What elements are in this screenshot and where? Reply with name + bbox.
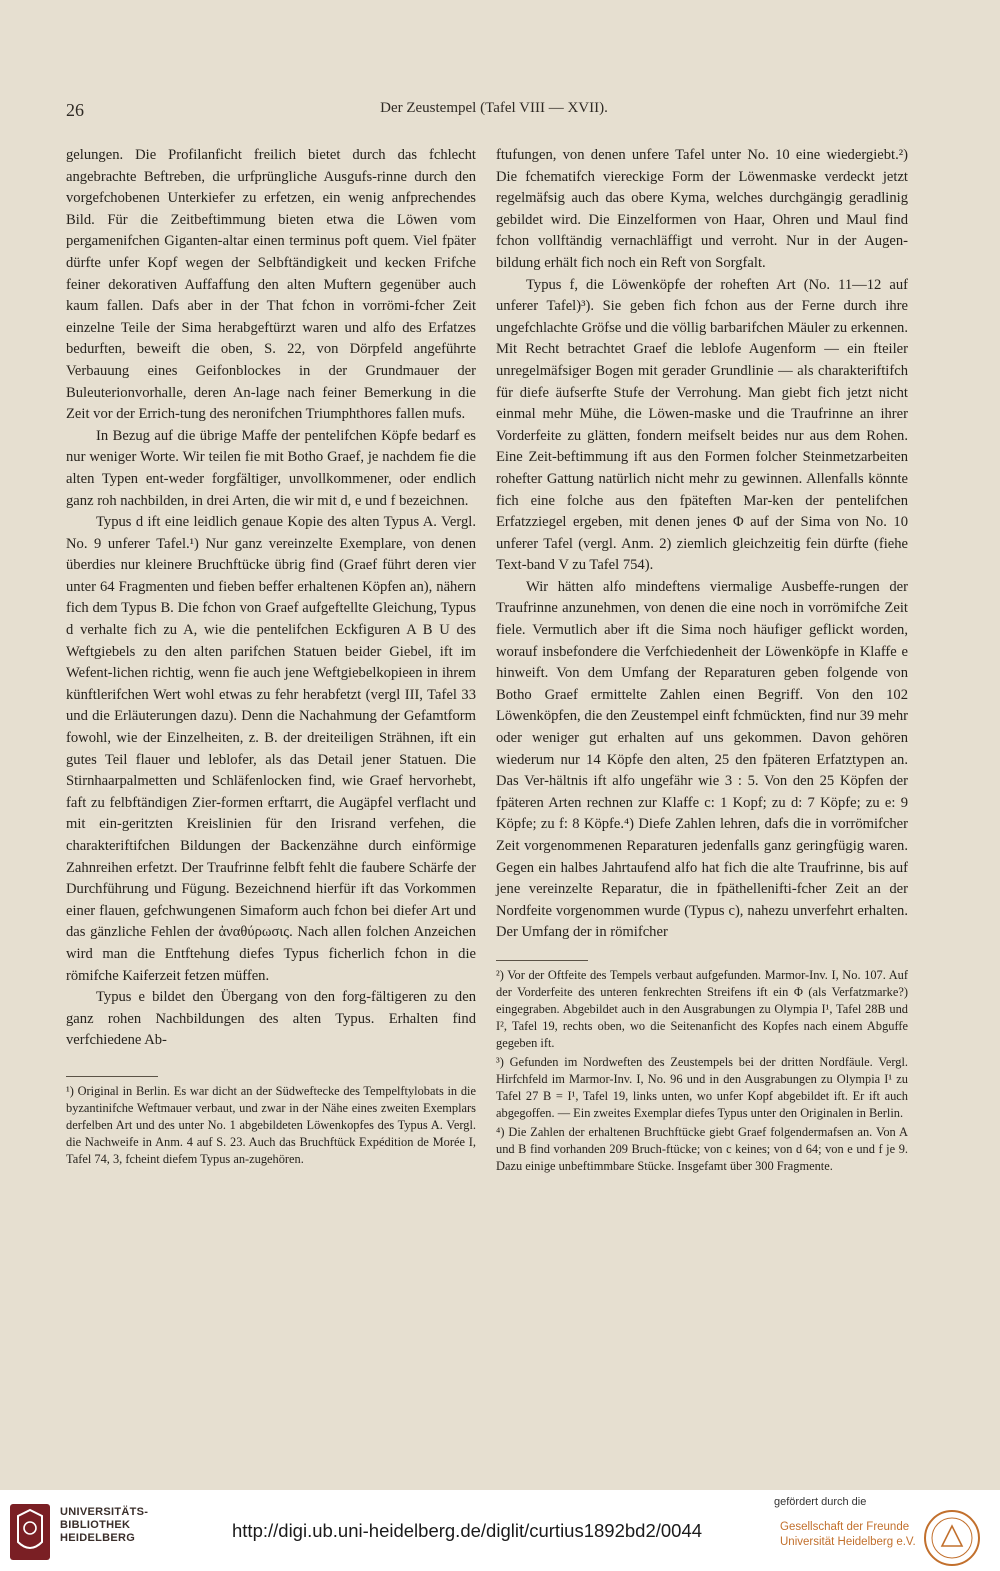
sponsor-name-line: Universität Heidelberg e.V. <box>780 1536 916 1548</box>
running-head: Der Zeustempel (Tafel VIII — XVII). <box>380 100 608 116</box>
paragraph: Typus f, die Löwenköpfe der roheften Art (No. 11—12 auf unferer Tafel)³). Sie geben fich fchon aus der Ferne durch ihre ungefchlachte Gröfse und die völlig barbarifchen Mäuler zu erkennen. Mit Recht betrachtet Graef die leblofe Augenform — ein fteiler unregelmäfsiger Bogen mit gerader Grundlinie — als charakteriftifch für diefe äufserfte Stufe der Verrohung. Man giebt fich jetzt nicht einmal mehr Mühe, die Löwen-maske und die Traufrinne an ihrer Vorderfeite zu glätten, fondern meifselt beides nur aus dem Rohen. Eine Zeit-beftimmung ift aus den Formen folcher Steinmetzarbeiten rohefter Gattung natürlich nicht mehr zu gewinnen. Allenfalls könnte fich eine folche aus den fpäteften Mar-ken der pentelifchen Erfatzziegel ergeben, mit denen jenes Φ auf der Sima von No. 10 unferer Tafel (vergl. Anm. 2) ziemlich gleichzeitig fein dürfte (fiehe Text-band V zu Tafel 754). <box>496 276 908 574</box>
digitization-footer <box>0 1490 1000 1571</box>
footnote-divider <box>66 1076 158 1077</box>
permalink-url[interactable]: http://digi.ub.uni-heidelberg.de/diglit/curtius1892bd2/0044 <box>232 1520 703 1541</box>
sponsor-caption: gefördert durch die <box>774 1496 867 1508</box>
paragraph: Typus d ift eine leidlich genaue Kopie des alten Typus A. Vergl. No. 9 unferer Tafel.¹) Nur ganz vereinzelte Exemplare, von denen überdies nur kleinere Bruchftücke übrig find (Graef führt deren vier unter 64 Fragmenten und fieben beffer erhaltenen Köpfen an), nähern fich dem Typus B. Die fchon von Graef aufgeftellte Gleichung, Typus d verhalte fich zu A, wie die pentelifchen Eckfiguren A B U des Weftgiebels zu den alten parifchen Statuen beider Giebel, ift im Wefent-lichen richtig, wenn fie auch jene Weftgiebelkopieen in ihrem künftlerifchen Wert wohl etwas zu fehr herabfetzt (vergl III, Tafel 33 und die Erläuterungen dazu). Denn die Nachahmung der Gefamtform fowohl, wie der Einzelheiten, z. B. der dreiteiligen Strähnen, ift ein gutes Teil flauer und leblofer, als das Detail jener Statuen. Die Stirnhaarpalmetten und Schläfenlocken find, wie Graef hervorhebt, faft zu felbftändigen Zier-formen erftarrt, die Augäpfel verflacht und mit ein-geritzten Kreislinien für den Irisrand verfehen, die charakteriftifchen Bildungen der Backenzähne durch einförmige Zahnreihen erfetzt. Der Traufrinne felbft fehlt die faubere Schärfe der Durchführung und Fügung. Bezeichnend hierfür ift das Vorkommen einer flauen, gefchwungenen Simaform auch fchon bei diefer Art und das gänzliche Fehlen der ἀναθύρωσις. Nach allen folchen Anzeichen wird man die Entftehung diefes Typus ficherlich fchon in die römifche Kaiferzeit fetzen müffen. <box>66 514 476 984</box>
page-number: 26 <box>66 100 84 120</box>
paragraph: In Bezug auf die übrige Maffe der pentelifchen Köpfe bedarf es nur weniger Worte. Wir teilen fie mit Botho Graef, je nachdem fie die alten Typen ent-weder forgfältiger, unvollkommener, oder endlich ganz roh nachbilden, in drei Arten, die wir mit d, e und f bezeichnen. <box>66 427 476 509</box>
library-name-line: HEIDELBERG <box>60 1532 136 1544</box>
paragraph: gelungen. Die Profilanficht freilich bietet durch das fchlecht angebrachte Beftreben, die urfprüngliche Ausgufs-rinne durch den vorgefchobenen Unterkiefer zu erfetzen, ein wenig anfprechendes Bild. Für die Zeitbeftimmung bieten etwa die Löwen vom pergamenifchen Giganten-altar einen terminus poft quem. Viel fpäter dürfte unfer Kopf wegen der Selbftändigkeit und kecken Frifche feiner dekorativen Auffaffung den alten Muftern gegenüber auch kaum fallen. Dafs aber in der That fchon in vorrömi-fcher Zeit einzelne Teile der Sima herabgeftürzt waren und alfo des Erfatzes bedurften, beweift die oben, S. 22, von Dörpfeld angeführte Verbauung eines Geifonblockes in der Grundmauer der Buleuterionvorhalle, deren An-lage nach feiner Bemerkung in die Zeit vor der Errich-tung des neronifchen Triumphthores fallen mufs. <box>66 147 476 423</box>
footnote: ¹) Original in Berlin. Es war dicht an der Südweftecke des Tempelftylobats in die byzantinifche Weftmauer verbaut, und zwar in der Nähe eines zweiten Exemplars derfelben Art und des unter No. 1 abgebildeten Löwenkopfes des Typus A. Vergl. die Nachweife in Anm. 4 auf S. 23. Auch das Bruchftück Expédition de Morée I, Tafel 74, 3, fcheint diefem Typus an-zugehören. <box>66 1083 476 1166</box>
footnote-divider <box>496 960 588 961</box>
page-header <box>66 100 922 124</box>
library-name-line: BIBLIOTHEK <box>60 1519 131 1531</box>
footnote: ³) Gefunden im Nordweften des Zeustempels bei der dritten Nordfäule. Vergl. Hirfchfeld im Marmor-Inv. I, No. 96 und in den Ausgrabungen zu Olympia I¹ zu Tafel 27 B = I¹, Tafel 19, links unten, wo unfer Kopf abgebildet ift. Er ift auch abgegoffen. — Ein zweites Exemplar diefes Typus unter den Originalen in Berlin. <box>496 1054 908 1120</box>
sponsor-name-line: Gesellschaft der Freunde <box>780 1521 910 1533</box>
paragraph: Wir hätten alfo mindeftens viermalige Ausbeffe-rungen der Traufrinne anzunehmen, von denen die eine noch in vorrömifche Zeit fiele. Vermutlich aber ift die Sima noch häufiger geflickt worden, worauf insbefondere die Verfchiedenheit der Löwenköpfe in Klaffe e hinweift. Von dem Umfang der Reparaturen geben folgende von Botho Graef ermittelte Zahlen einen Begriff. Von den 102 Löwenköpfen, die den Zeustempel einft fchmückten, find nur 39 mehr oder weniger gut erhalten auf uns gekommen. Davon gehören wiederum nur 14 Köpfe den alten, 25 den fpäteren Erfatztypen an. Das Ver-hältnis ift alfo ungefähr wie 3 : 5. Von den 25 Köpfen der fpäteren Arten rechnen zur Klaffe c: 1 Kopf; zu d: 7 Köpfe; zu e: 9 Köpfe; zu f: 8 Köpfe.⁴) Diefe Zahlen lehren, dafs die in vorrömifcher Zeit vorgenommenen Reparaturen jedenfalls ganz geringfügig waren. Gegen ein halbes Jahrtaufend alfo hat fich die alte Traufrinne, bis auf jene vereinzelte Reparatur, die in fpäthellenifti-fcher Zeit an der Nordfeite vorgenommen wurde (Typus c), nahezu unverfehrt erhalten. Der Umfang der in römifcher <box>496 578 908 941</box>
sponsor-name <box>780 1520 916 1550</box>
footnote: ⁴) Die Zahlen der erhaltenen Bruchftücke giebt Graef folgendermafsen an. Von A und B find vorhanden 209 Bruch-ftücke; von c keines; von d 64; von e und f je 9. Dazu einige unbeftimmbare Stücke. Insgefamt über 300 Fragmente. <box>496 1124 908 1173</box>
right-column <box>496 145 908 1175</box>
society-seal-icon <box>922 1508 982 1568</box>
paragraph: Typus e bildet den Übergang von den forg-fältigeren zu den ganz rohen Nachbildungen des alten Typus. Erhalten find verfchiedene Ab- <box>66 989 476 1049</box>
left-column <box>66 145 476 1168</box>
university-library-logo-icon <box>8 1502 52 1562</box>
footnote: ²) Vor der Oftfeite des Tempels verbaut aufgefunden. Marmor-Inv. I, No. 107. Auf der Vorderfeite des unteren fenkrechten Streifens ift ein Φ (als Verfatzmarke?) eingegraben. Abgebildet auch in den Ausgrabungen zu Olympia I¹, Tafel 28B und I², Tafel 19, rechts oben, wo die Seitenanficht des Kopfes nach einem Abguffe gegeben ift. <box>496 967 908 1050</box>
library-name <box>60 1506 148 1545</box>
library-name-line: UNIVERSITÄTS- <box>60 1506 149 1518</box>
paragraph: ftufungen, von denen unfere Tafel unter No. 10 eine wiedergiebt.²) Die fchematifch viereckige Form der Löwenmaske verdeckt jetzt regelmäfsig auch das obere Kyma, welches durchgängig geradlinig gebildet wird. Die Einzelformen von Haar, Ohren und Maul find fchon vollftändig vernachläffigt und verroht. Nur in der Augen-bildung erhält fich noch ein Reft von Sorgfalt. <box>496 147 908 271</box>
